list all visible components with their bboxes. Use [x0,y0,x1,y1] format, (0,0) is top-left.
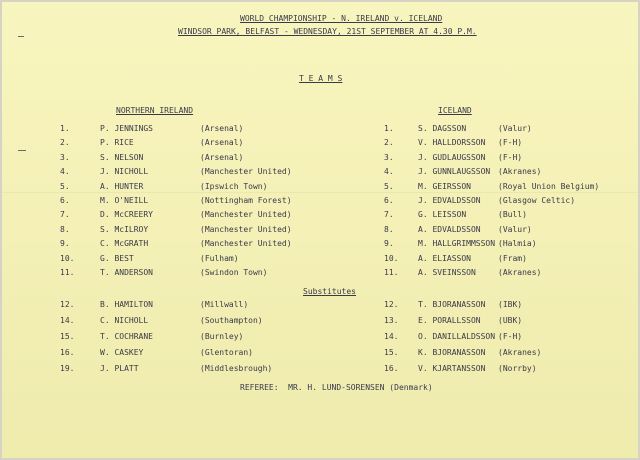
player-name: J. GUDLAUGSSON [418,152,486,162]
player-club: (Halmia) [498,239,537,249]
player-name: T. ANDERSON [100,268,153,277]
player-num: 19. [60,364,75,373]
match-title: WORLD CHAMPIONSHIP - N. IRELAND v. ICELAND [240,14,443,23]
northern-ireland-heading: NORTHERN IRELAND [116,106,194,115]
player-num: 8. [60,224,70,234]
player-name: J. PLATT [100,364,139,373]
player-name: C. NICHOLL [100,316,149,325]
iceland-heading: ICELAND [438,106,472,115]
player-num: 1. [384,124,394,133]
player-num: 5. [60,181,70,191]
player-num: 14. [384,332,399,341]
player-name: O. DANILLALDSSON [418,332,496,341]
player-num: 1. [60,124,70,133]
player-num: 12. [384,300,399,309]
player-name: E. PORALLSSON [418,316,481,325]
player-club: (Swindon Town) [200,268,268,277]
player-num: 11. [384,268,399,277]
referee-line: REFEREE: MR. H. LUND-SORENSEN (Denmark) [240,383,433,392]
player-num: 10. [384,253,399,263]
player-num: 16. [384,364,399,373]
player-num: 13. [384,316,399,325]
player-name: P. JENNINGS [100,124,153,133]
team-sheet [2,2,638,458]
player-club: (Nottingham Forest) [200,196,292,205]
player-num: 11. [60,268,75,277]
player-name: B. HAMILTON [100,300,153,309]
substitutes-heading: Substitutes [303,287,356,296]
player-club: (Akranes) [498,268,542,277]
player-num: 9. [60,239,70,249]
player-club: (Ipswich Town) [200,181,268,191]
player-club: (Manchester United) [200,239,292,249]
player-club: (Valur) [498,124,532,133]
player-num: 15. [60,332,75,341]
player-club: (Bull) [498,210,527,220]
player-name: K. BJORANASSON [418,348,486,357]
player-club: (Arsenal) [200,152,244,162]
player-num: 8. [384,224,394,234]
player-name: M. HALLGRIMMSSON [418,239,496,249]
player-name: J. NICHOLL [100,167,149,177]
player-num: 12. [60,300,75,309]
player-club: (Middlesbrough) [200,364,273,373]
player-club: (Arsenal) [200,138,244,148]
player-name: T. BJORANASSON [418,300,486,309]
player-name: G. LEISSON [418,210,467,220]
player-num: 9. [384,239,394,249]
player-num: 15. [384,348,399,357]
player-club: (Norrby) [498,364,537,373]
player-club: (Fram) [498,253,527,263]
player-club: (Fulham) [200,253,239,263]
player-num: 5. [384,181,394,191]
player-num: 6. [60,196,70,205]
player-name: M. O'NEILL [100,196,149,205]
player-num: 16. [60,348,75,357]
player-club: (Arsenal) [200,124,244,133]
player-num: 10. [60,253,75,263]
player-num: 2. [384,138,394,148]
player-name: G. BEST [100,253,134,263]
player-club: (Millwall) [200,300,249,309]
player-club: (Akranes) [498,167,542,177]
player-num: 3. [384,152,394,162]
player-club: (F-H) [498,138,523,148]
player-name: C. McGRATH [100,239,149,249]
player-num: 7. [60,210,70,220]
teams-heading: T E A M S [299,74,343,83]
player-num: 6. [384,196,394,205]
player-club: (Valur) [498,224,532,234]
player-club: (Royal Union Belgium) [498,181,600,191]
player-num: 4. [384,167,394,177]
player-club: (IBK) [498,300,523,309]
player-num: 7. [384,210,394,220]
player-name: V. HALLDORSSON [418,138,486,148]
player-club: (Burnley) [200,332,244,341]
player-name: J. GUNNLAUGSSON [418,167,491,177]
player-club: (Glasgow Celtic) [498,196,576,205]
player-club: (UBK) [498,316,523,325]
paper-fold [2,192,638,193]
player-num: 3. [60,152,70,162]
player-name: J. EDVALDSSON [418,196,481,205]
player-num: 2. [60,138,70,148]
player-name: W. CASKEY [100,348,144,357]
player-club: (F-H) [498,332,523,341]
player-club: (Glentoran) [200,348,253,357]
player-name: D. McCREERY [100,210,153,220]
player-num: 4. [60,167,70,177]
player-name: V. KJARTANSSON [418,364,486,373]
match-venue: WINDSOR PARK, BELFAST - WEDNESDAY, 21ST SEPTEMBER AT 4.30 P.M. [178,27,477,36]
player-name: P. RICE [100,138,134,148]
player-name: S. NELSON [100,152,144,162]
margin-mark [18,150,26,151]
player-club: (Manchester United) [200,210,292,220]
player-club: (Akranes) [498,348,542,357]
margin-mark [18,36,24,37]
player-name: A. HUNTER [100,181,144,191]
player-name: M. GEIRSSON [418,181,471,191]
player-name: A. EDVALDSSON [418,224,481,234]
player-num: 14. [60,316,75,325]
player-name: A. ELIASSON [418,253,471,263]
player-name: A. SVEINSSON [418,268,476,277]
player-name: S. DAGSSON [418,124,467,133]
player-name: T. COCHRANE [100,332,153,341]
player-club: (Manchester United) [200,224,292,234]
player-club: (Manchester United) [200,167,292,177]
player-name: S. McILROY [100,224,149,234]
player-club: (Southampton) [200,316,263,325]
player-club: (F-H) [498,152,523,162]
